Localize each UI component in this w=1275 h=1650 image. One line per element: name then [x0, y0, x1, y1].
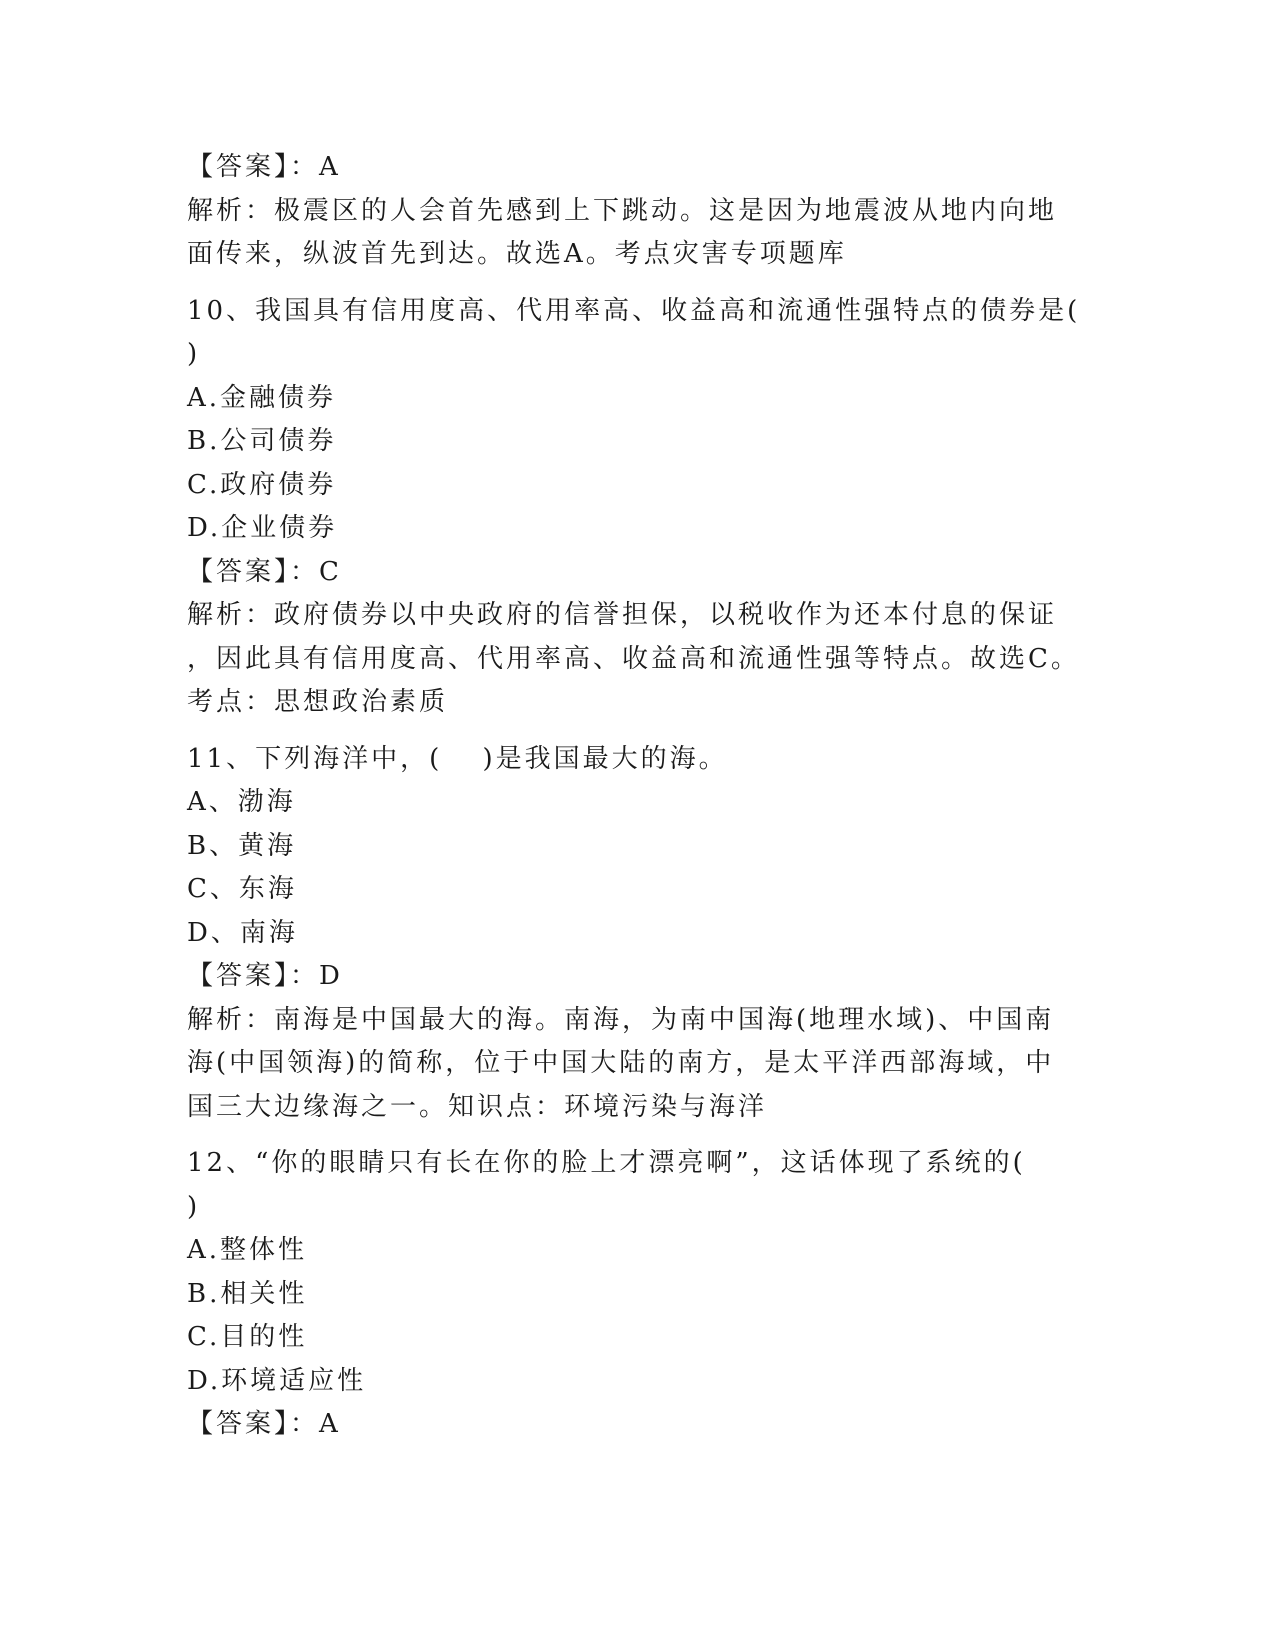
option-b: B、黄海 — [187, 830, 297, 861]
question-stem: 10、我国具有信用度高、代用率高、收益高和流通性强特点的债券是( — [187, 295, 1081, 326]
question-stem: ) — [187, 339, 201, 369]
option-b: B.相关性 — [187, 1278, 308, 1309]
option-d: D.企业债券 — [187, 513, 338, 543]
analysis-line: 解析：极震区的人会首先感到上下跳动。这是因为地震波从地内向地 — [187, 195, 1058, 226]
analysis-line: 国三大边缘海之一。知识点：环境污染与海洋 — [187, 1091, 768, 1122]
question-11 — [187, 738, 1087, 1130]
option-d: D、南海 — [187, 917, 298, 948]
document-page — [187, 146, 1087, 1447]
answer-line: 【答案】：A — [187, 152, 341, 182]
analysis-line: 解析：政府债券以中央政府的信誉担保，以税收作为还本付息的保证 — [187, 600, 1058, 630]
answer-line: 【答案】：A — [187, 1409, 341, 1439]
option-b: B.公司债券 — [187, 426, 337, 456]
analysis-line: ，因此具有信用度高、代用率高、收益高和流通性强等特点。故选C。 — [187, 643, 1080, 674]
option-a: A、渤海 — [187, 787, 296, 817]
answer-line: 【答案】：D — [187, 961, 343, 991]
previous-question-block — [187, 146, 1087, 277]
option-c: C、东海 — [187, 874, 297, 904]
option-c: C.目的性 — [187, 1322, 308, 1352]
analysis-line: 面传来，纵波首先到达。故选A。考点灾害专项题库 — [187, 239, 847, 269]
question-stem: 11、下列海洋中，( )是我国最大的海。 — [187, 743, 728, 774]
question-stem: 12、“你的眼睛只有长在你的脸上才漂亮啊”，这话体现了系统的( — [187, 1148, 1026, 1178]
analysis-line: 海(中国领海)的简称，位于中国大陆的南方，是太平洋西部海域，中 — [187, 1048, 1055, 1078]
option-d: D.环境适应性 — [187, 1365, 367, 1396]
answer-line: 【答案】：C — [187, 556, 342, 587]
option-a: A.整体性 — [187, 1235, 308, 1265]
question-10 — [187, 290, 1087, 725]
option-a: A.金融债券 — [187, 382, 337, 413]
analysis-line: 解析：南海是中国最大的海。南海，为南中国海(地理水域)、中国南 — [187, 1004, 1055, 1035]
question-stem: ) — [187, 1191, 201, 1222]
question-12 — [187, 1142, 1087, 1447]
option-c: C.政府债券 — [187, 469, 337, 500]
analysis-line: 考点：思想政治素质 — [187, 687, 449, 717]
